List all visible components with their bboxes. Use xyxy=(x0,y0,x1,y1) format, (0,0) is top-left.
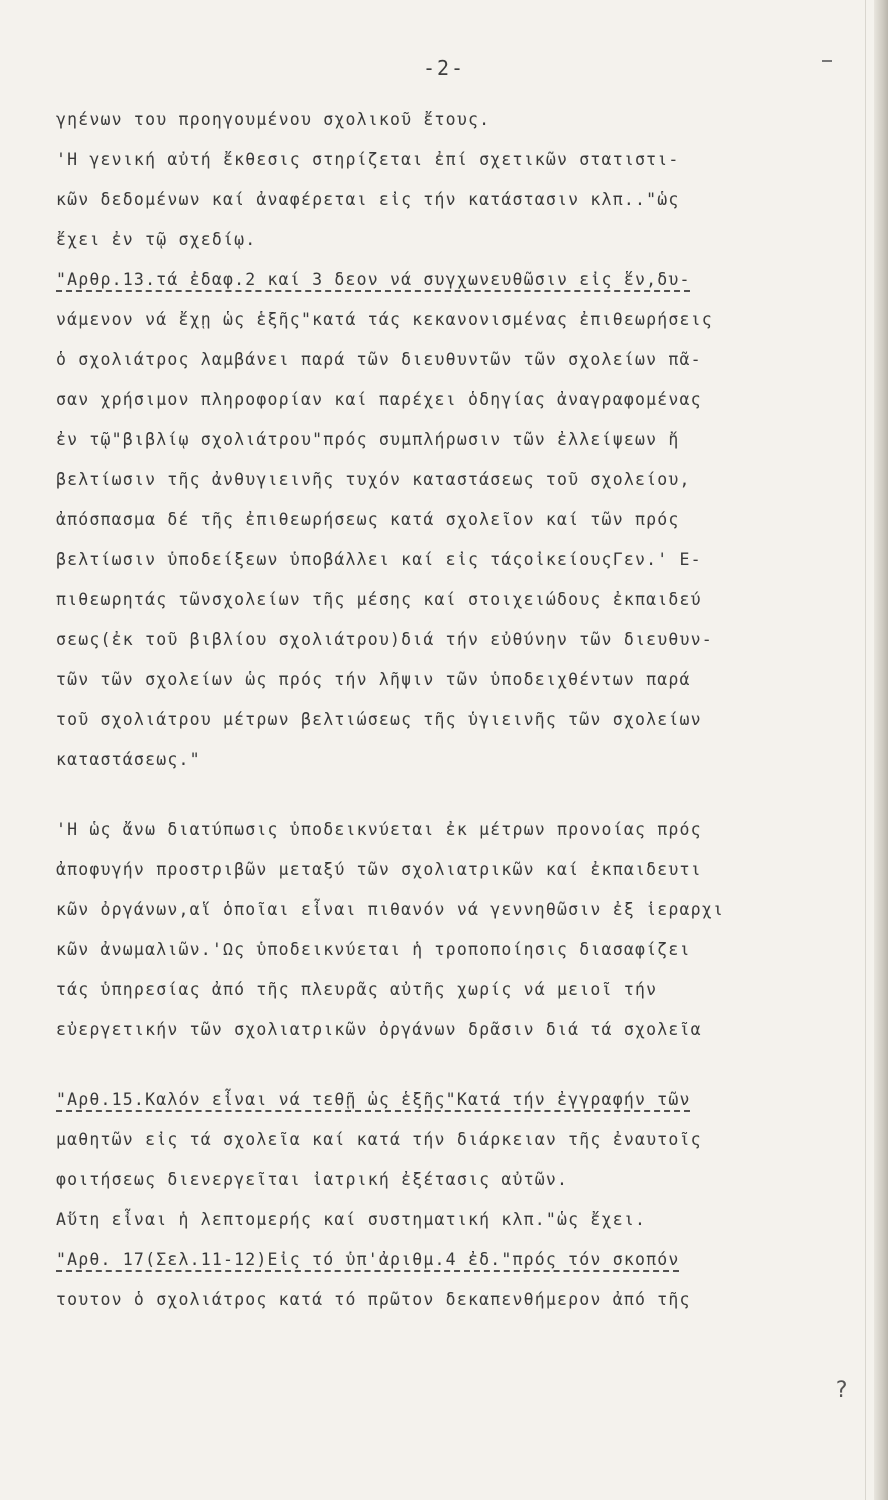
page-edge-shadow xyxy=(874,0,888,1500)
margin-mark: ? xyxy=(834,1378,848,1403)
blank-line xyxy=(56,780,836,810)
text-line: βελτίωσιν ὑποδείξεων ὑποβάλλει καί εἰς τάςοἰκείουςΓεν.' Ε- xyxy=(56,550,702,569)
text-line: ἀποφυγήν προστριβῶν μεταξύ τῶν σχολιατρικῶν καί ἐκπαιδευτι xyxy=(56,860,702,879)
text-line: ἔχει ἐν τῷ σχεδίῳ. xyxy=(56,230,257,249)
text-line: νάμενον νά ἔχῃ ὡς ἑξῆς"κατά τάς κεκανονισμένας ἐπιθεωρήσεις xyxy=(56,310,713,329)
text-line: πιθεωρητάς τῶνσχολείων τῆς μέσης καί στοιχειώδους ἐκπαιδεύ xyxy=(56,590,702,609)
typed-text-body xyxy=(56,100,836,1320)
text-line: μαθητῶν εἰς τά σχολεῖα καί κατά τήν διάρκειαν τῆς ἐναυτοῖς xyxy=(56,1130,702,1149)
text-line: ἀπόσπασμα δέ τῆς ἐπιθεωρήσεως κατά σχολεῖον καί τῶν πρός xyxy=(56,510,680,529)
text-line: σαν χρήσιμον πληροφορίαν καί παρέχει ὁδηγίας ἀναγραφομένας xyxy=(56,390,702,409)
page-number: -2- xyxy=(422,56,466,80)
text-line: εὐεργετικήν τῶν σχολιατρικῶν ὀργάνων δρᾶσιν διά τά σχολεῖα xyxy=(56,1020,702,1039)
text-line: τάς ὑπηρεσίας ἀπό τῆς πλευρᾶς αὐτῆς χωρίς νά μειοῖ τήν xyxy=(56,980,658,999)
article-15-line: "Αρθ.15.Καλόν εἶναι νά τεθῇ ὡς ἑξῆς"Κατά τήν ἐγγραφήν τῶν xyxy=(56,1090,691,1109)
article-17-line: "Αρθ. 17(Σελ.11-12)Εἰς τό ὑπ'ἀριθμ.4 ἐδ."πρός τόν σκοπόν xyxy=(56,1250,680,1269)
article-13-line: "Αρθρ.13.τά ἐδαφ.2 καί 3 δεον νά συγχωνευθῶσιν εἰς ἕν,δυ- xyxy=(56,270,691,289)
text-line: κῶν ὀργάνων,αἵ ὁποῖαι εἶναι πιθανόν νά γεννηθῶσιν ἐξ ἱεραρχι xyxy=(56,900,725,919)
text-line: φοιτήσεως διενεργεῖται ἰατρική ἐξέτασις αὐτῶν. xyxy=(56,1170,569,1189)
text-line: 'Η γενική αὐτή ἔκθεσις στηρίζεται ἐπί σχετικῶν στατιστι- xyxy=(56,150,680,169)
text-line: ὁ σχολιάτρος λαμβάνει παρά τῶν διευθυντῶν τῶν σχολείων πᾶ- xyxy=(56,350,702,369)
text-line: ἐν τῷ"βιβλίῳ σχολιάτρου"πρός συμπλήρωσιν τῶν ἐλλείψεων ἤ xyxy=(56,430,680,449)
text-line: καταστάσεως." xyxy=(56,750,201,769)
blank-line xyxy=(56,1050,836,1080)
text-line: τοῦ σχολιάτρου μέτρων βελτιώσεως τῆς ὑγιεινῆς τῶν σχολείων xyxy=(56,710,702,729)
text-line: σεως(ἐκ τοῦ βιβλίου σχολιάτρου)διά τήν εὐθύνην τῶν διευθυν- xyxy=(56,630,713,649)
page-edge-line xyxy=(865,0,866,1500)
text-line: 'Η ὡς ἄνω διατύπωσις ὑποδεικνύεται ἐκ μέτρων προνοίας πρός xyxy=(56,820,702,839)
text-line: κῶν ἀνωμαλιῶν.'Ως ὑποδεικνύεται ἡ τροποποίησις διασαφίζει xyxy=(56,940,691,959)
text-line: κῶν δεδομένων καί ἀναφέρεται εἰς τήν κατάστασιν κλπ.."ὡς xyxy=(56,190,680,209)
text-line: γηένων του προηγουμένου σχολικοῦ ἔτους. xyxy=(56,110,491,129)
text-line: βελτίωσιν τῆς ἀνθυγιεινῆς τυχόν καταστάσεως τοῦ σχολείου, xyxy=(56,470,691,489)
text-line: τῶν τῶν σχολείων ὡς πρός τήν λῆψιν τῶν ὑποδειχθέντων παρά xyxy=(56,670,691,689)
text-line: Αὕτη εἶναι ἡ λεπτομερής καί συστηματική κλπ."ὡς ἔχει. xyxy=(56,1210,647,1229)
text-line: τουτον ὁ σχολιάτρος κατά τό πρῶτον δεκαπενθήμερον ἀπό τῆς xyxy=(56,1290,691,1309)
